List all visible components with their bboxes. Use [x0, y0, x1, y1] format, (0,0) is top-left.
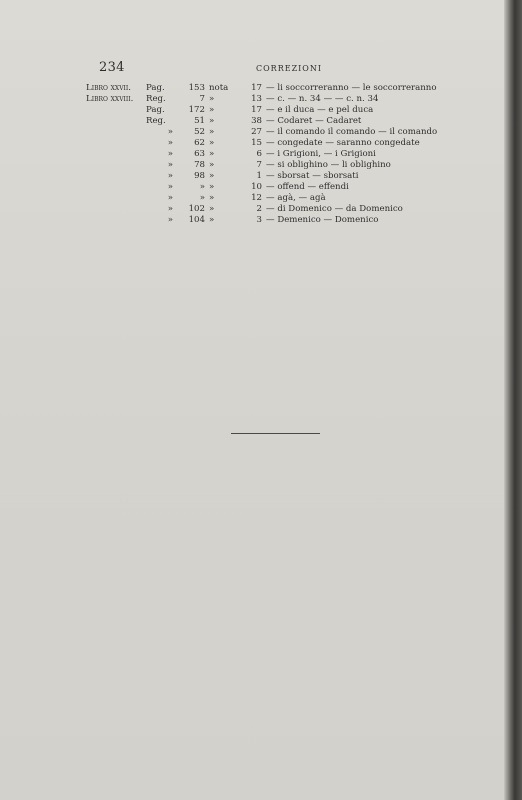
errata-row [86, 83, 437, 94]
book-ref [86, 204, 146, 215]
book-ref [86, 160, 146, 171]
note-ref: » [209, 215, 215, 225]
page-ref: 98 [194, 171, 205, 181]
correction-text: — Codaret — Cadaret [266, 116, 362, 126]
note-ref: » [209, 116, 215, 126]
correction-text: — e il duca — e pel duca [266, 105, 374, 115]
book-ref [86, 171, 146, 182]
page-ref: 63 [194, 149, 205, 159]
errata-row [86, 193, 437, 204]
correction-text: — si oblighino — li oblighino [266, 160, 391, 170]
line-ref: 17 [251, 83, 262, 93]
errata-row [86, 94, 437, 105]
end-rule [231, 433, 320, 434]
book-ref [86, 116, 146, 127]
ref-kind: » [167, 182, 173, 192]
page-ref: 52 [194, 127, 205, 137]
ref-kind: » [167, 138, 173, 148]
note-ref: » [209, 171, 215, 181]
book-ref [86, 127, 146, 138]
page-ref: 62 [194, 138, 205, 148]
note-ref: » [209, 182, 215, 192]
note-ref: nota [209, 83, 229, 93]
line-ref: 13 [251, 94, 262, 104]
errata-row [86, 127, 437, 138]
errata-row [86, 182, 437, 193]
page-ref: » [199, 182, 205, 192]
correction-text: — Demenico — Domenico [266, 215, 379, 225]
line-ref: 7 [256, 160, 262, 170]
ref-kind: Pag. [146, 105, 165, 115]
errata-row [86, 160, 437, 171]
correction-text: — il comando il comando — il comando [266, 127, 438, 137]
book-ref [86, 138, 146, 149]
ref-kind: » [167, 149, 173, 159]
correction-text: — i Grigioni, — i Grigioni [266, 149, 376, 159]
page-edge-shadow [504, 0, 522, 800]
ref-kind: » [167, 193, 173, 203]
correction-text: — agà, — agà [266, 193, 326, 203]
note-ref: » [209, 94, 215, 104]
page-number: 234 [99, 60, 125, 75]
errata-row [86, 105, 437, 116]
ref-kind: » [167, 215, 173, 225]
correction-text: — di Domenico — da Domenico [266, 204, 403, 214]
book-ref [86, 215, 146, 226]
errata-row [86, 171, 437, 182]
errata-row [86, 149, 437, 160]
errata-row [86, 138, 437, 149]
running-title: CORREZIONI [256, 64, 323, 73]
line-ref: 2 [256, 204, 262, 214]
errata-table [86, 83, 437, 226]
line-ref: 27 [251, 127, 262, 137]
ref-kind: » [167, 171, 173, 181]
note-ref: » [209, 149, 215, 159]
note-ref: » [209, 193, 215, 203]
line-ref: 1 [256, 171, 262, 181]
page-ref: » [199, 193, 205, 203]
book-ref [86, 182, 146, 193]
correction-text: — c. — n. 34 — — c. n. 34 [266, 94, 379, 104]
ref-kind: » [167, 204, 173, 214]
book-ref [86, 149, 146, 160]
page-ref: 78 [194, 160, 205, 170]
note-ref: » [209, 127, 215, 137]
note-ref: » [209, 160, 215, 170]
note-ref: » [209, 138, 215, 148]
book-ref [86, 193, 146, 204]
note-ref: » [209, 105, 215, 115]
note-ref: » [209, 204, 215, 214]
errata-row [86, 204, 437, 215]
ref-kind: Reg. [146, 116, 166, 126]
page-ref: 172 [188, 105, 205, 115]
errata-row [86, 215, 437, 226]
book-ref [86, 105, 146, 116]
page-ref: 51 [194, 116, 205, 126]
ref-kind: Pag. [146, 83, 165, 93]
line-ref: 10 [251, 182, 262, 192]
ref-kind: » [167, 127, 173, 137]
correction-text: — congedate — saranno congedate [266, 138, 420, 148]
page-ref: 104 [188, 215, 205, 225]
correction-text: — sborsat — sborsati [266, 171, 359, 181]
errata-row [86, 116, 437, 127]
correction-text: — offend — effendi [266, 182, 349, 192]
page-ref: 102 [188, 204, 205, 214]
page-ref: 7 [199, 94, 205, 104]
book-ref: Libro xxvii. [86, 83, 132, 93]
page-ref: 153 [188, 83, 205, 93]
ref-kind: Reg. [146, 94, 166, 104]
ref-kind: » [167, 160, 173, 170]
line-ref: 6 [256, 149, 262, 159]
book-ref: Libro xxviii. [86, 94, 134, 104]
correction-text: — li soccorreranno — le soccorreranno [266, 83, 437, 93]
line-ref: 15 [251, 138, 262, 148]
line-ref: 38 [251, 116, 262, 126]
line-ref: 12 [251, 193, 262, 203]
line-ref: 3 [256, 215, 262, 225]
line-ref: 17 [251, 105, 262, 115]
